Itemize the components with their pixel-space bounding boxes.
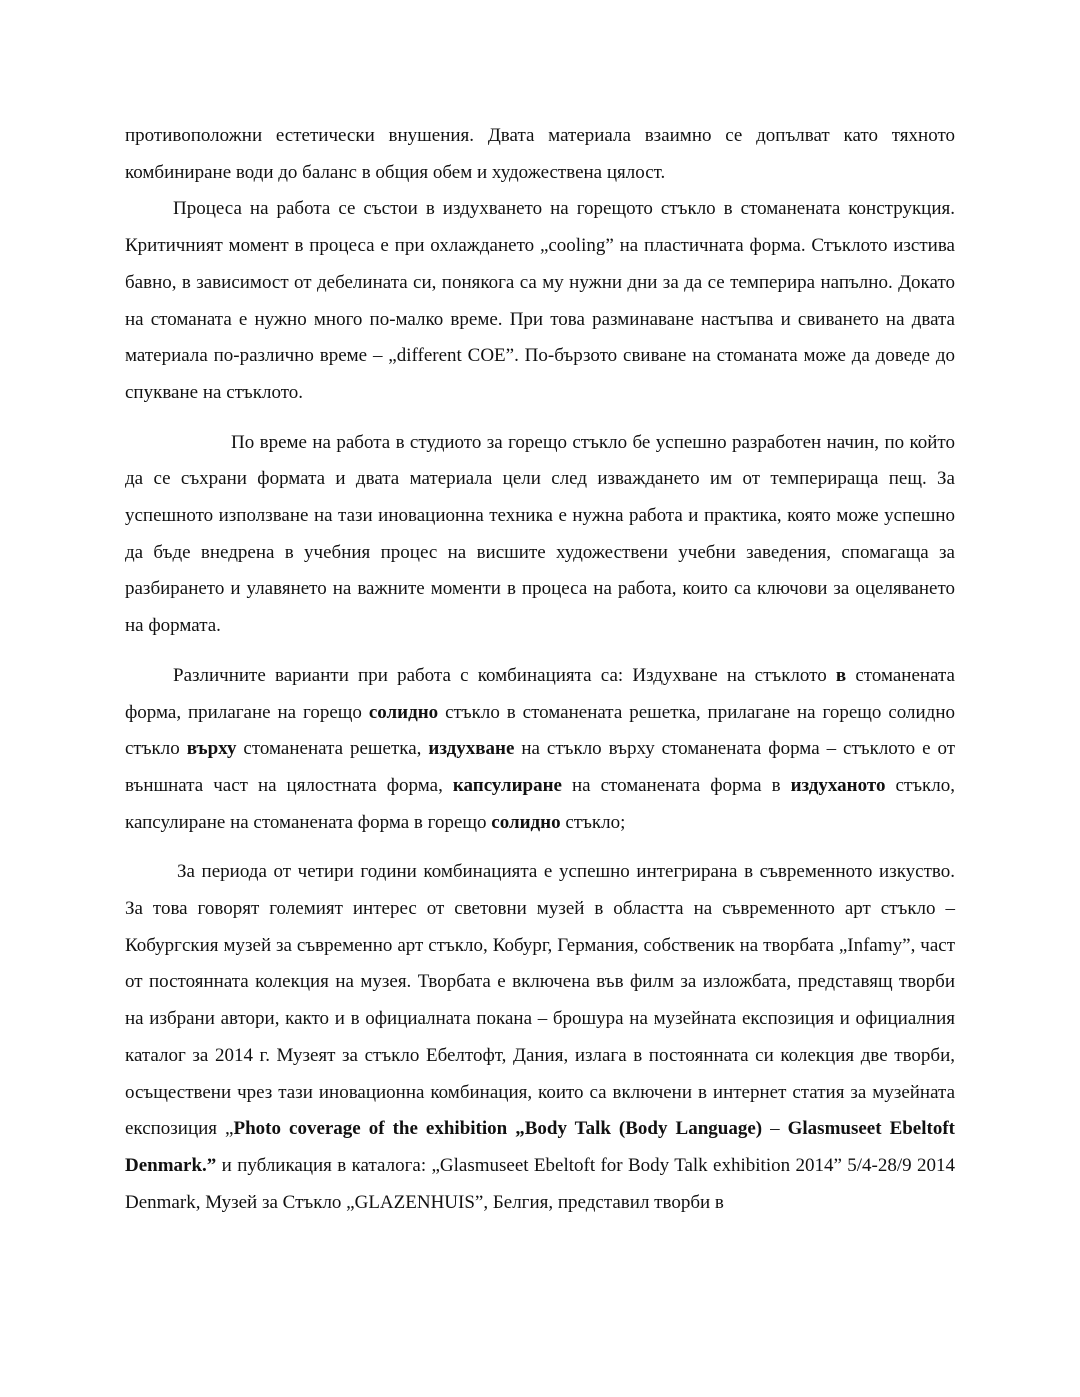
- text-run: на стъкло върху стоманената форма – стъклото е от външната част на цялостната форма,: [125, 738, 956, 796]
- text-run: Различните варианти при работа с комбинацията са: Издухване на стъклото: [173, 664, 836, 686]
- bold-text-run: капсулиране: [452, 774, 562, 796]
- text-run: Процеса на работа се състои в издухването на горещото стъкло в стоманената конструкция. Критичният момент в процеса е при охлаждането „cooling” на пластичната форма. Стъклото изстива бавно, в зависимост от дебелината си, понякога са му нужни дни за да се темперира напълно. Докато на стоманата е нужно много по-малко време. При това разминаване настъпва и свиването на двата материала по-различно време – „different COE”. По-бързото свиване на стоманата може да доведе до спукване на стъклото.: [125, 198, 955, 403]
- paragraph-studio-method: [125, 425, 955, 645]
- text-run: стоманената решетка,: [236, 738, 429, 760]
- text-run: стоманената форма, прилагане на горещо: [125, 664, 955, 723]
- text-run: стъкло в стоманената решетка, прилагане на горещо солидно стъкло: [125, 701, 955, 760]
- text-run: По време на работа в студиото за горещо стъкло бе успешно разработен начин, по който да се съхрани формата и двата материала цели след изваждането им от темперираща пещ. За успешното използване на тази иновационна техника е нужна работа и практика, която може успешно да бъде внедрена в учебния процес на висшите художествени учебни заведения, спомагаща за разбирането и улавянето на важните моменти в процеса на работа, които са ключови за оцеляването на формата.: [125, 431, 955, 637]
- text-run: противоположни естетически внушения. Двата материала взаимно се допълват като тяхното комбиниране води до баланс в общия обем и художествена цялост.: [125, 125, 955, 183]
- bold-text-run: издуханото: [790, 774, 886, 796]
- text-run: стъкло, капсулиране на стоманената форма в горещо: [125, 774, 955, 833]
- paragraph-combination-variants: [125, 658, 955, 842]
- bold-text-run: в: [835, 664, 847, 686]
- bold-text-run: солидно: [368, 701, 439, 723]
- text-run: –: [762, 1118, 788, 1140]
- bold-text-run: издухване: [428, 738, 515, 760]
- paragraph-aesthetic-suggestions: [125, 118, 955, 191]
- paragraph-museum-recognition: [125, 854, 955, 1221]
- text-run: и публикация в каталога: „Glasmuseet Ebeltoft for Body Talk exhibition 2014” 5/4-28/9 2014 Denmark, Музей за Стъкло „GLAZENHUIS”, Белгия, представил творби в: [125, 1154, 955, 1213]
- text-run: За периода от четири години комбинацията е успешно интегрирана в съвременното изкуство. За това говорят големият интерес от световни музей в областта на съвременното арт стъкло – Кобургския музей за съвременно арт стъкло, Кобург, Германия, собственик на творбата „Infamy”, част от постоянната колекция на музея. Творбата е включена във филм за изложбата, представящ творби на избрани автори, както и в официалната покана – брошура на музейната експозиция и официалния каталог за 2014 г. Музеят за стъкло Ебелтофт, Дания, излага в постоянната си колекция две творби, осъществени чрез тази иновационна комбинация, които са включени в интернет статия за музейната експозиция „: [125, 861, 955, 1140]
- text-run: стъкло;: [560, 811, 626, 833]
- text-run: на стоманената форма в: [561, 774, 791, 796]
- bold-text-run: солидно: [491, 811, 561, 833]
- document-page: [125, 118, 955, 1221]
- bold-text-run: Glasmuseet Ebeltoft Denmark.”: [125, 1118, 956, 1176]
- bold-text-run: Photo coverage of the exhibition „Body Talk (Body Language): [233, 1118, 763, 1140]
- paragraph-work-process: [125, 191, 955, 411]
- bold-text-run: върху: [186, 738, 237, 760]
